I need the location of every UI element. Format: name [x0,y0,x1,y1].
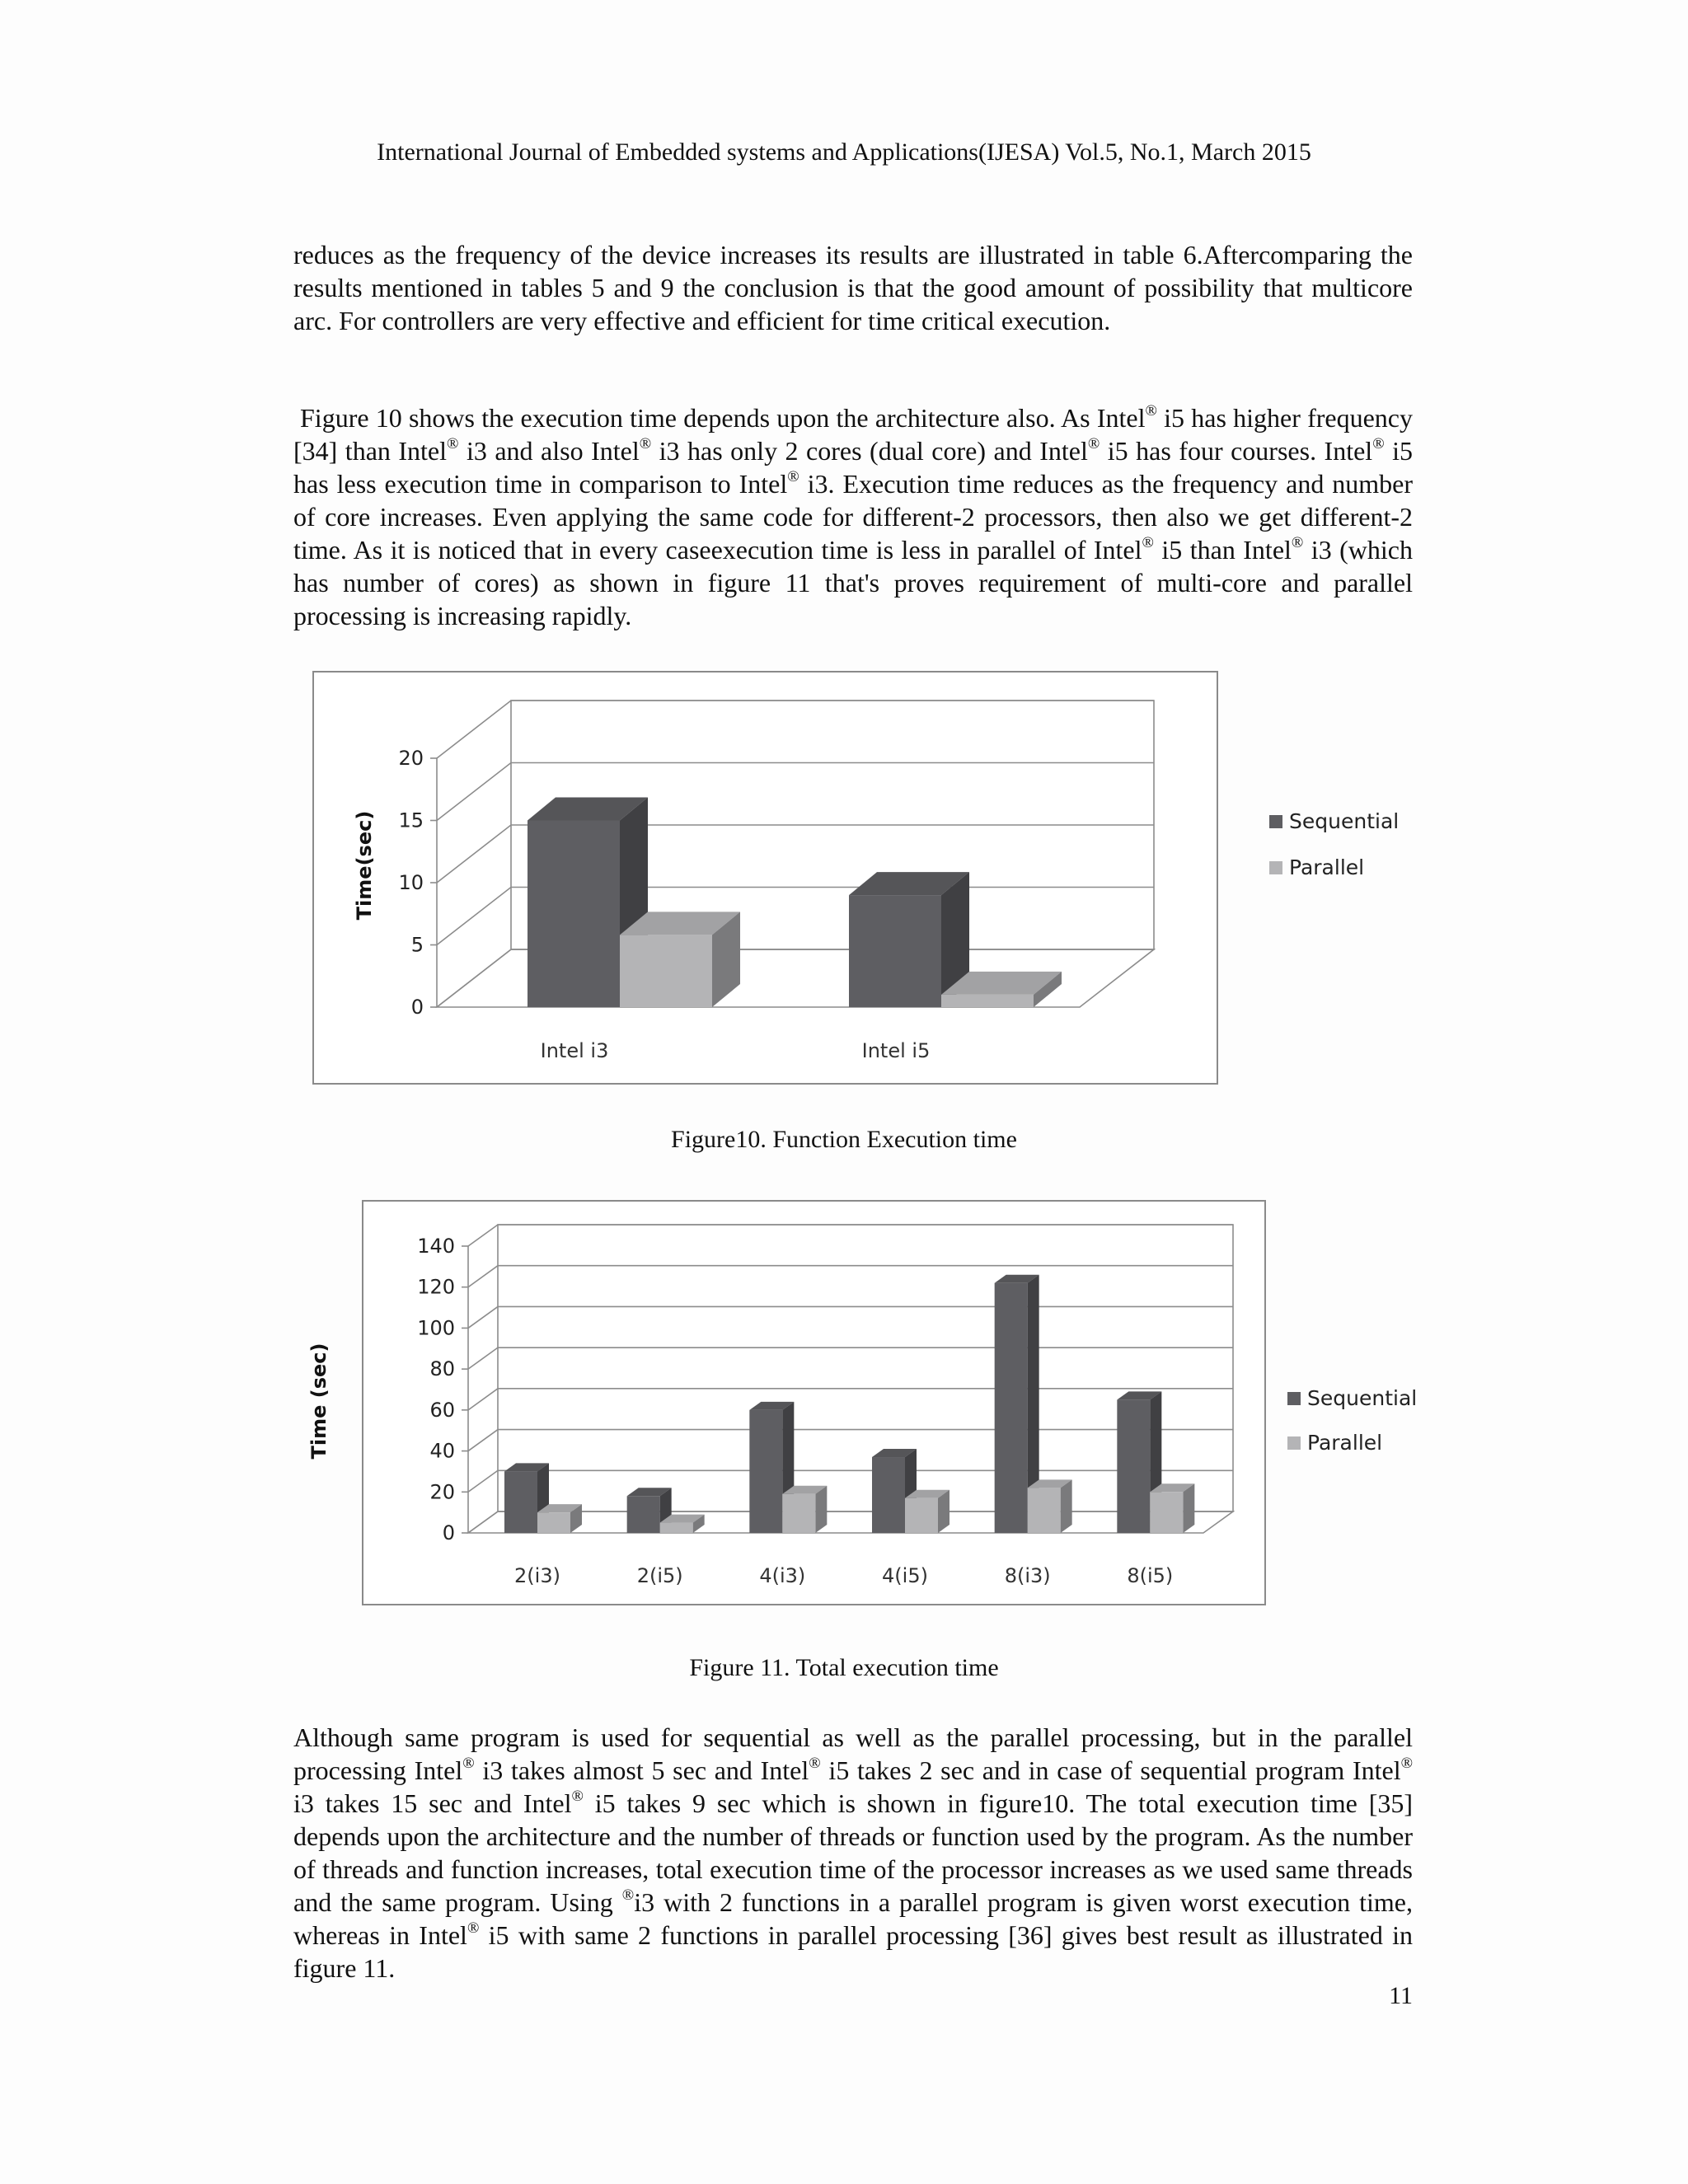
bar-side-face [1061,1479,1072,1533]
bar-front-face [537,1512,570,1533]
bar-front-face [504,1471,537,1533]
bar-side-face [1183,1483,1194,1533]
y-tick-label: 20 [398,747,424,770]
y-tick-label: 60 [429,1398,455,1422]
bar-front-face [905,1498,938,1533]
bar-front-face [1150,1492,1183,1533]
x-category-label: 2(i5) [636,1564,683,1587]
bar-parallel-6 [1150,1483,1194,1533]
figure-11-caption: Figure 11. Total execution time [689,1654,999,1681]
bar-front-face [1028,1488,1061,1533]
x-category-label: Intel i3 [540,1039,609,1062]
journal-header: International Journal of Embedded systems and Applications(IJESA) Vol.5, No.1, March 2015 [377,138,1311,166]
y-tick-label: 20 [429,1480,455,1504]
bar-front-face [749,1410,782,1533]
y-tick-label: 0 [410,996,424,1019]
bar-front-face [660,1523,693,1533]
legend-label-parallel: Parallel [1289,855,1365,879]
y-tick-label: 0 [442,1521,455,1544]
y-axis-label: Time (sec) [307,1343,331,1460]
bar-front-face [782,1494,815,1533]
bar-parallel-4 [905,1490,950,1533]
paragraph-1: reduces as the frequency of the device increases its results are illustrated in table 6.Aftercomparing the results mentioned in tables 5 and 9 the conclusion is that the good amount of possibility that multicore arc. For controllers are very effective and efficient for time critical execution. [293,240,1413,335]
bar-parallel-1 [537,1504,582,1533]
y-tick-label: 10 [398,871,424,894]
bar-side-face [815,1486,827,1533]
y-axis-label: Time(sec) [353,810,376,921]
x-category-label: Intel i5 [861,1039,931,1062]
x-category-label: 8(i5) [1127,1564,1174,1587]
paragraph-3: Although same program is used for sequential as well as the parallel processing, but in the parallel processing Intel® i3 takes almost 5 sec and Intel® i5 takes 2 sec and in case of sequential program Intel® i3 takes 15 sec and Intel® i5 takes 9 sec which is shown in figure10. The total execution time [35] depends upon the architecture and the number of threads or function used by the program. As the number of threads and function increases, total execution time of the processor increases as we used same threads and the same program. Using ®i3 with 2 functions in a parallel program is given worst execution time, whereas in Intel® i5 with same 2 functions in parallel processing [36] gives best result as illustrated in figure 11. [293,1722,1414,1983]
x-category-label: 2(i3) [514,1564,560,1587]
paragraph-2: Figure 10 shows the execution time depends upon the architecture also. As Intel® i5 has higher frequency [34] than Intel® i3 and also Intel® i3 has only 2 cores (dual core) and Intel® i5 has four courses. Intel® i5 has less execution time in comparison to Intel® i3. Execution time reduces as the frequency and number of core increases. Even applying the same code for different-2 processors, then also we get different-2 time. As it is noticed that in every caseexecution time is less in parallel of Intel® i5 than Intel® i3 (which has number of cores) as shown in figure 11 that's proves requirement of multi-core and parallel processing is increasing rapidly. [293,402,1414,630]
y-tick-label: 140 [417,1235,455,1258]
x-category-label: 4(i5) [882,1564,928,1587]
bar-front-face [627,1496,660,1533]
page-number: 11 [1389,1982,1413,2009]
y-tick-label: 120 [417,1275,455,1299]
x-category-label: 4(i3) [759,1564,806,1587]
x-category-label: 8(i3) [1004,1564,1051,1587]
bar-parallel-5 [1028,1479,1072,1533]
y-tick-label: 80 [429,1357,455,1381]
legend-label-sequential: Sequential [1289,809,1400,833]
legend-label-sequential: Sequential [1307,1386,1418,1410]
y-tick-label: 40 [429,1439,455,1463]
legend-label-parallel: Parallel [1307,1431,1383,1455]
legend-swatch-sequential [1287,1392,1301,1405]
bar-front-face [872,1457,905,1533]
y-tick-label: 15 [398,808,424,832]
bar-parallel-3 [782,1486,827,1533]
bar-front-face [1117,1399,1150,1533]
y-tick-label: 5 [410,933,424,957]
legend-swatch-parallel [1287,1436,1301,1450]
y-tick-label: 100 [417,1316,455,1340]
figure-10-caption: Figure10. Function Execution time [671,1126,1017,1153]
bar-front-face [995,1283,1028,1533]
